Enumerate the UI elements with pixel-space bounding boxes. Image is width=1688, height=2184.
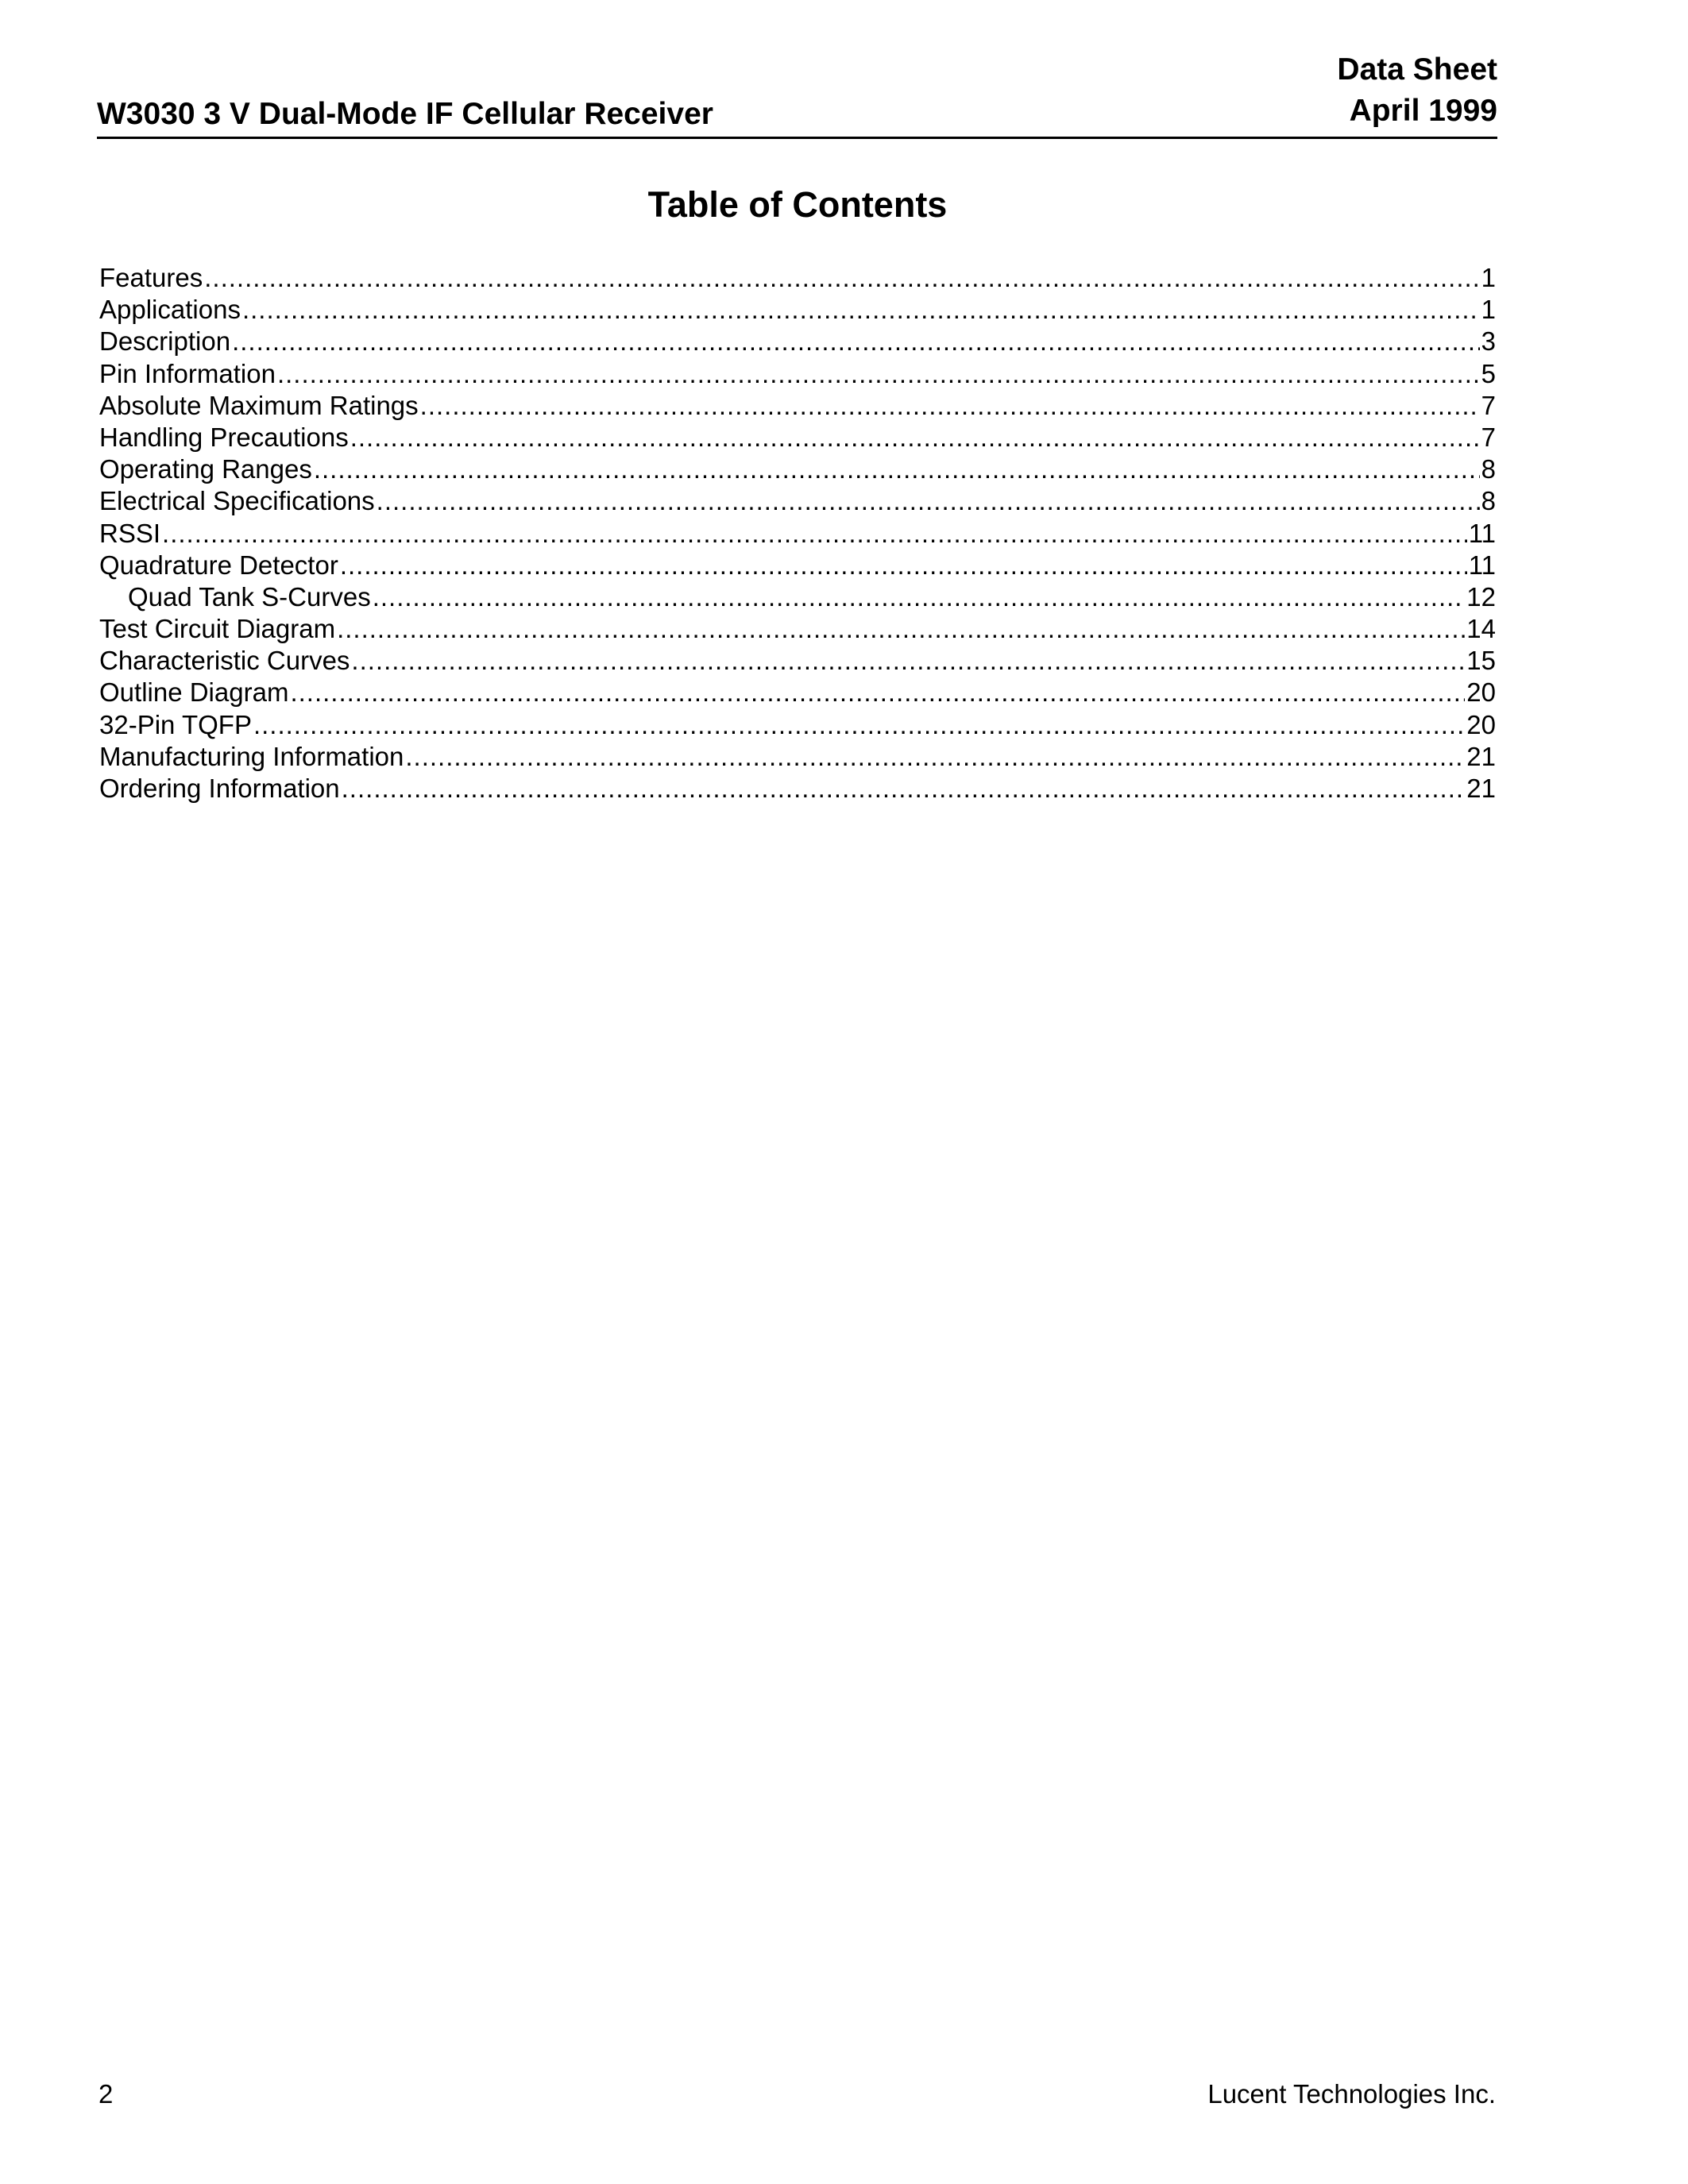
toc-entry-manufacturing-information[interactable] xyxy=(99,741,1496,773)
dot-leader xyxy=(242,294,1480,326)
toc-entry-label: Description xyxy=(99,326,231,357)
toc-entry-page: 15 xyxy=(1466,646,1496,676)
toc-entry-label: Electrical Specifications xyxy=(99,486,375,516)
dot-leader xyxy=(204,262,1479,294)
header-meta xyxy=(1337,49,1497,132)
toc-entry-page: 14 xyxy=(1466,614,1496,644)
toc-entry-page: 20 xyxy=(1466,677,1496,708)
document-title: W3030 3 V Dual-Mode IF Cellular Receiver xyxy=(97,97,713,131)
toc-heading: Table of Contents xyxy=(647,184,948,225)
toc-entry-rssi[interactable] xyxy=(99,518,1496,550)
page-header xyxy=(97,48,1497,139)
dot-leader xyxy=(314,453,1480,485)
toc-entry-label: Outline Diagram xyxy=(99,677,289,708)
toc-entry-description[interactable] xyxy=(99,326,1496,357)
dot-leader xyxy=(162,518,1467,550)
dot-leader xyxy=(420,390,1480,422)
toc-entry-outline-diagram[interactable] xyxy=(99,677,1496,708)
toc-entry-pin-information[interactable] xyxy=(99,358,1496,390)
toc-entry-32-pin-tqfp[interactable] xyxy=(99,709,1496,741)
dot-leader xyxy=(373,581,1466,613)
toc-entry-page: 3 xyxy=(1481,326,1496,357)
toc-entry-page: 11 xyxy=(1468,518,1496,548)
toc-entry-page: 7 xyxy=(1481,390,1496,420)
toc-entry-page: 21 xyxy=(1466,774,1496,803)
dot-leader xyxy=(405,741,1465,773)
toc-entry-label: 32-Pin TQFP xyxy=(99,709,252,739)
toc-entry-label: Operating Ranges xyxy=(99,454,312,484)
doc-date: April 1999 xyxy=(1349,94,1497,128)
toc-entry-absolute-maximum-ratings[interactable] xyxy=(99,390,1496,422)
toc-entry-label: Ordering Information xyxy=(99,774,340,803)
toc-entry-page: 20 xyxy=(1466,709,1496,739)
footer-company-name: Lucent Technologies Inc. xyxy=(1207,2079,1496,2109)
toc-entry-page: 8 xyxy=(1481,486,1496,516)
toc-entry-electrical-specifications[interactable] xyxy=(99,485,1496,517)
toc-entry-label: Pin Information xyxy=(99,358,276,388)
toc-entry-label: Characteristic Curves xyxy=(99,646,350,676)
toc-entry-test-circuit-diagram[interactable] xyxy=(99,613,1496,645)
toc-entry-page: 11 xyxy=(1468,550,1496,580)
dot-leader xyxy=(377,485,1480,517)
dot-leader xyxy=(290,677,1465,708)
toc-entry-label: Quadrature Detector xyxy=(99,550,338,580)
toc-entry-label: Features xyxy=(99,263,203,292)
toc-entry-label: Absolute Maximum Ratings xyxy=(99,390,419,420)
table-of-contents xyxy=(99,262,1496,805)
toc-entry-label: Applications xyxy=(99,295,241,325)
dot-leader xyxy=(342,773,1466,805)
toc-entry-page: 21 xyxy=(1466,741,1496,771)
dot-leader xyxy=(277,358,1480,390)
toc-entry-label: Test Circuit Diagram xyxy=(99,614,336,644)
doc-type-label: Data Sheet xyxy=(1337,52,1497,87)
toc-entry-page: 1 xyxy=(1481,263,1496,292)
footer-page-number: 2 xyxy=(98,2079,114,2109)
toc-entry-ordering-information[interactable] xyxy=(99,773,1496,805)
toc-entry-applications[interactable] xyxy=(99,294,1496,326)
toc-entry-label: Manufacturing Information xyxy=(99,741,404,771)
toc-entry-page: 1 xyxy=(1481,295,1496,325)
toc-entry-characteristic-curves[interactable] xyxy=(99,645,1496,677)
toc-entry-page: 12 xyxy=(1466,581,1496,612)
toc-entry-quadrature-detector[interactable] xyxy=(99,550,1496,581)
toc-entry-page: 5 xyxy=(1481,358,1496,388)
toc-entry-operating-ranges[interactable] xyxy=(99,453,1496,485)
dot-leader xyxy=(350,422,1480,453)
toc-entry-quad-tank-s-curves[interactable] xyxy=(99,581,1496,613)
dot-leader xyxy=(253,709,1465,741)
toc-entry-label: Quad Tank S-Curves xyxy=(128,581,371,612)
dot-leader xyxy=(232,326,1480,357)
toc-entry-label: RSSI xyxy=(99,518,161,548)
toc-entry-handling-precautions[interactable] xyxy=(99,422,1496,453)
dot-leader xyxy=(351,645,1465,677)
dot-leader xyxy=(340,550,1467,581)
dot-leader xyxy=(337,613,1465,645)
toc-entry-page: 7 xyxy=(1481,422,1496,452)
toc-entry-label: Handling Precautions xyxy=(99,422,349,452)
toc-entry-page: 8 xyxy=(1481,454,1496,484)
toc-entry-features[interactable] xyxy=(99,262,1496,294)
